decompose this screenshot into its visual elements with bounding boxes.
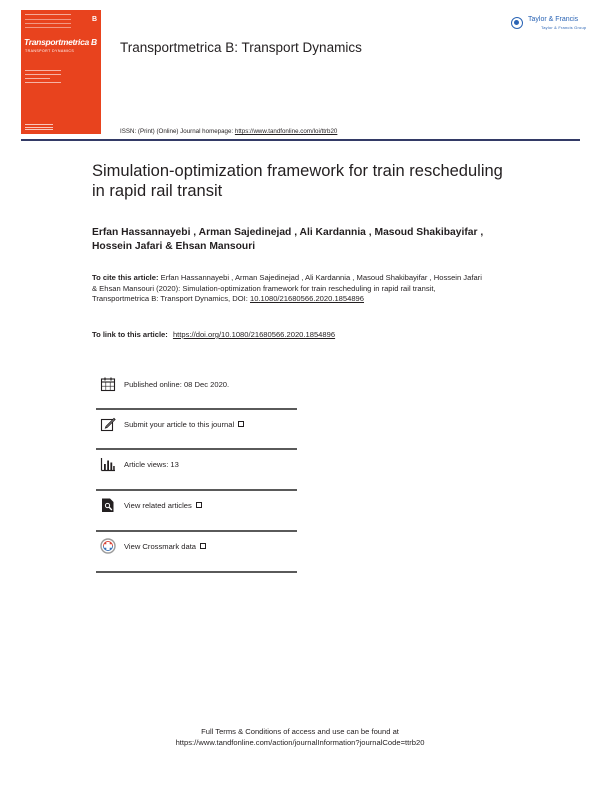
crossmark-label: View Crossmark data: [124, 542, 197, 551]
publisher-logo-subtext: Taylor & Francis Group: [541, 25, 587, 30]
cite-text: Erfan Hassannayebi , Arman Sajedinejad , Ali Kardannia , Masoud Shakibayifar , Hossein Jafari & Ehsan Mansouri (2020): Simulation-optimization framework for train rescheduling in rapid rail transit, Transportmetrica B: Transport Dynamics, DOI:: [92, 273, 482, 304]
divider: [96, 530, 297, 532]
divider: [96, 571, 297, 573]
doi-link[interactable]: 10.1080/21680566.2020.1854896: [249, 294, 365, 304]
journal-homepage-link[interactable]: https://www.tandfonline.com/loi/ttrb20: [234, 128, 338, 135]
article-title: Simulation-optimization framework for train rescheduling in rapid rail transit: [92, 162, 503, 200]
divider: [96, 489, 297, 491]
citation-block: [92, 273, 487, 305]
published-date: Published online: 08 Dec 2020.: [124, 380, 230, 389]
publisher-logo: [511, 16, 587, 34]
link-label: To link to this article:: [92, 330, 168, 339]
submit-article-link[interactable]: [124, 420, 244, 429]
external-link-icon: [238, 421, 244, 427]
header-divider: [21, 139, 580, 141]
related-row[interactable]: [96, 495, 297, 519]
publisher-logo-icon: [511, 17, 523, 29]
article-authors: Erfan Hassannayebi , Arman Sajedinejad , Ali Kardannia , Masoud Shakibayifar , Hossein Jafari & Ehsan Mansouri: [92, 227, 484, 252]
footer: [0, 726, 600, 748]
cover-mark: B: [91, 16, 97, 23]
related-articles-link[interactable]: [124, 501, 202, 510]
cite-label: To cite this article:: [92, 273, 159, 282]
journal-cover: [21, 10, 101, 134]
crossmark-icon: [100, 538, 116, 554]
cover-title: Transportmetrica B: [24, 37, 97, 47]
article-url-link[interactable]: https://doi.org/10.1080/21680566.2020.1854896: [172, 330, 336, 339]
views-row: [96, 454, 297, 478]
crossmark-link[interactable]: [124, 542, 206, 551]
related-label: View related articles: [124, 501, 192, 510]
published-row: [96, 374, 297, 398]
publisher-logo-text: Taylor & Francis: [528, 16, 579, 23]
journal-title: Transportmetrica B: Transport Dynamics: [120, 40, 362, 55]
cover-publisher-mark: [25, 124, 53, 130]
issn-text: ISSN: (Print) (Online) Journal homepage:: [120, 128, 235, 135]
external-link-icon: [196, 502, 202, 508]
related-articles-icon: [100, 497, 116, 513]
submit-row[interactable]: [96, 414, 297, 438]
edit-icon: [100, 416, 116, 432]
footer-terms-link[interactable]: https://www.tandfonline.com/action/journalInformation?journalCode=ttrb20: [175, 738, 425, 747]
cover-text-lines: [25, 70, 61, 86]
external-link-icon: [200, 543, 206, 549]
calendar-icon: [100, 376, 116, 392]
issn-line: [120, 128, 337, 135]
submit-label: Submit your article to this journal: [124, 420, 235, 429]
article-views: Article views: 13: [124, 460, 179, 469]
cover-subtitle: TRANSPORT DYNAMICS: [25, 49, 75, 53]
crossmark-row[interactable]: [96, 536, 297, 560]
divider: [96, 408, 297, 410]
article-link-line: [92, 330, 335, 339]
divider: [96, 448, 297, 450]
cover-lines: [25, 14, 71, 33]
bar-chart-icon: [100, 456, 116, 472]
footer-terms-text: Full Terms & Conditions of access and use can be found at: [201, 727, 399, 736]
